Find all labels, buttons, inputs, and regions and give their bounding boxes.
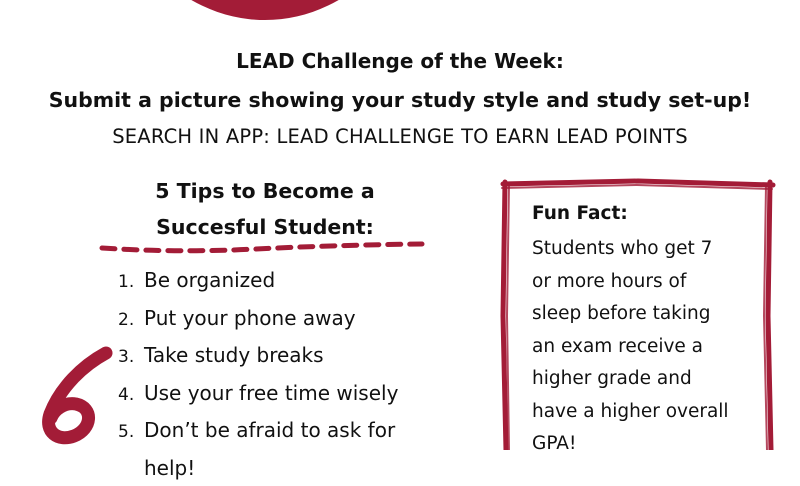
dashed-brush-underline: [96, 238, 428, 258]
tip-item: 4. Use your free time wisely: [118, 376, 398, 414]
fun-fact-title: Fun Fact:: [532, 203, 628, 224]
fun-fact-line: have a higher overall: [532, 396, 742, 429]
tip-item: 1. Be organized: [118, 263, 398, 301]
fun-fact-line: Students who get 7: [532, 233, 742, 266]
tip-item: 3. Take study breaks: [118, 338, 398, 376]
challenge-heading: LEAD Challenge of the Week:: [0, 49, 800, 73]
tip-item: 2. Put your phone away: [118, 301, 398, 339]
fun-fact-line: higher grade and: [532, 363, 742, 396]
tip-item: 5. Don’t be afraid to ask for: [118, 413, 398, 451]
fun-fact-line: GPA!: [532, 428, 742, 461]
tips-title-line-2: Succesful Student:: [100, 209, 430, 245]
challenge-search-hint: SEARCH IN APP: LEAD CHALLENGE TO EARN LEAD POINTS: [0, 125, 800, 148]
tips-title-line-1: 5 Tips to Become a: [100, 173, 430, 209]
red-circle-shape: [100, 0, 430, 20]
challenge-instruction: Submit a picture showing your study style and study set-up!: [0, 88, 800, 112]
tips-list: [118, 263, 398, 486]
fun-fact-text: [532, 233, 742, 461]
tips-title: [100, 173, 430, 245]
brush-six-icon: [20, 338, 120, 450]
tip-item-continued: help!: [118, 451, 398, 486]
fun-fact-line: an exam receive a: [532, 331, 742, 364]
fun-fact-line: sleep before taking: [532, 298, 742, 331]
fun-fact-line: or more hours of: [532, 266, 742, 299]
